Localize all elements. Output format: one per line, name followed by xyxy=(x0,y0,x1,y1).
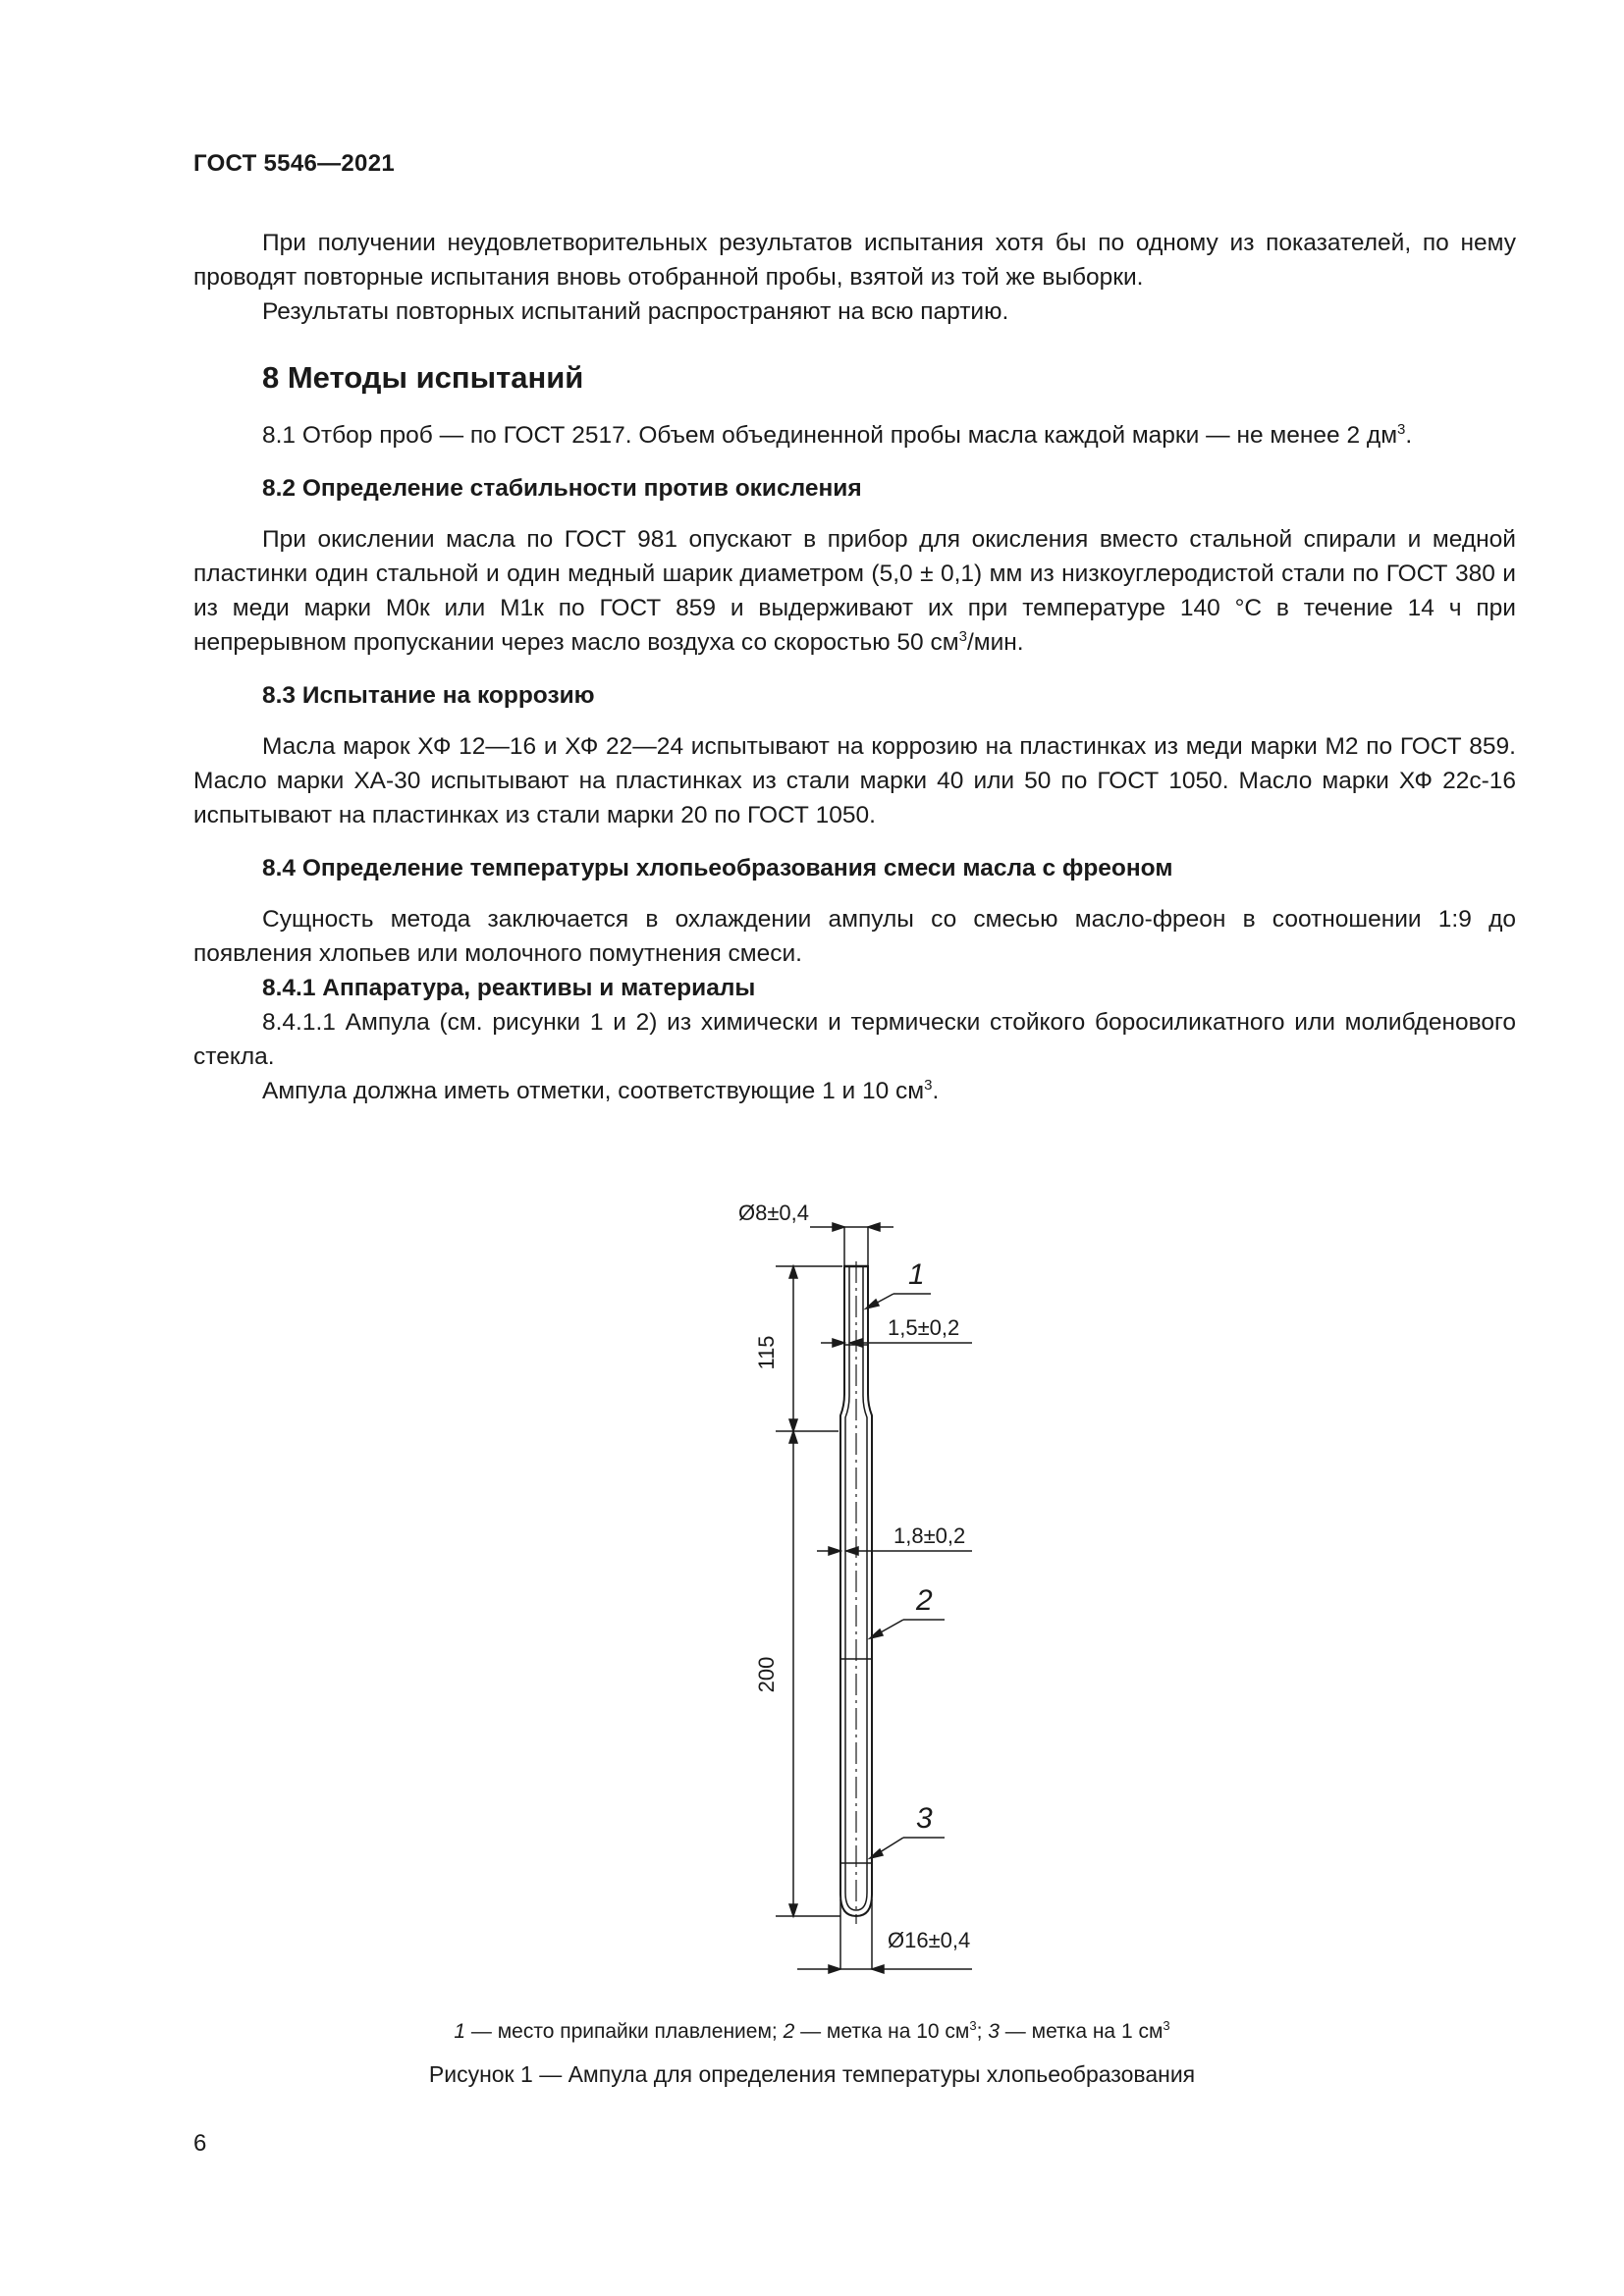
paragraph-retest-results: Результаты повторных испытаний распространяют на всю партию. xyxy=(262,298,1009,325)
subsection-heading-8-2: 8.2 Определение стабильности против окисления xyxy=(262,475,862,502)
paragraph-8-3: Масла марок ХФ 12—16 и ХФ 22—24 испытывают на коррозию на пластинках из меди марки М2 по ГОСТ 859. Масло марки ХА-30 испытывают на пластинках из стали марки 40 или 50 по ГОСТ 1050. Масло марки ХФ 22с-16 испытывают на пластинках из стали марки 20 по ГОСТ 1050. xyxy=(193,733,1516,828)
paragraph-8-2: При окислении масла по ГОСТ 981 опускают в прибор для окисления вместо стальной спирали и медной пластинки один стальной и один медный шарик диаметром (5,0 ± 0,1) мм из низкоуглеродистой стали по ГОСТ 380 и из меди марки М0к или М1к по ГОСТ 859 и выдерживают их при температуре 140 °С в течение 14 ч при непрерывном пропускании через масло воздуха со скоростью 50 $см^3$/мин. xyxy=(193,526,1516,656)
page-body xyxy=(193,226,1516,1108)
dim-top-diameter: Ø8±0,4 xyxy=(738,1201,810,1225)
subsection-heading-8-4: 8.4 Определение температуры хлопьеобразования смеси масла с фреоном xyxy=(262,855,1173,881)
dim-wall-bottom: 1,8±0,2 xyxy=(893,1523,966,1548)
document-header: ГОСТ 5546—2021 xyxy=(193,150,396,177)
paragraph-ampoule-marks: Ампула должна иметь отметки, соответствующие 1 и 10 $см^3$. xyxy=(262,1077,940,1104)
figure-ampoule xyxy=(0,1168,1624,2022)
callout-1: 1 xyxy=(908,1258,925,1291)
subsection-heading-8-4-1: 8.4.1 Аппаратура, реактивы и материалы xyxy=(262,975,756,1001)
dim-length-top: 115 xyxy=(754,1335,779,1370)
dim-wall-top: 1,5±0,2 xyxy=(888,1315,960,1340)
dim-bottom-diameter: Ø16±0,4 xyxy=(888,1928,971,1952)
paragraph-8-4-1-1: 8.4.1.1 Ампула (см. рисунки 1 и 2) из химически и термически стойкого боросиликатного или молибденового стекла. xyxy=(193,1009,1516,1070)
ampoule-drawing xyxy=(0,1168,1624,2022)
dim-length-bottom: 200 xyxy=(754,1656,779,1693)
paragraph-8-4: Сущность метода заключается в охлаждении ампулы со смесью масло-фреон в соотношении 1:9 до появления хлопьев или молочного помутнения смеси. xyxy=(193,906,1516,967)
section-heading-test-methods: 8 Методы испытаний xyxy=(262,360,584,395)
callout-2: 2 xyxy=(916,1584,933,1617)
subsection-heading-8-3: 8.3 Испытание на коррозию xyxy=(262,682,595,709)
paragraph-8-1: 8.1 Отбор проб — по ГОСТ 2517. Объем объединенной пробы масла каждой марки — не менее 2 $дм^3$. xyxy=(262,421,1413,449)
figure-legend: 1 — место припайки плавлением; 2 — метка на 10 $см^3$; 3 — метка на 1 $см^3$ xyxy=(454,2018,1170,2043)
page-number: 6 xyxy=(193,2130,207,2157)
paragraph-retest: При получении неудовлетворительных результатов испытания хотя бы по одному из показателей, по нему проводят повторные испытания вновь отобранной пробы, взятой из той же выборки. xyxy=(193,230,1516,291)
figure-caption: Рисунок 1 — Ампула для определения температуры хлопьеобразования xyxy=(428,2061,1196,2087)
callout-3: 3 xyxy=(916,1802,933,1835)
